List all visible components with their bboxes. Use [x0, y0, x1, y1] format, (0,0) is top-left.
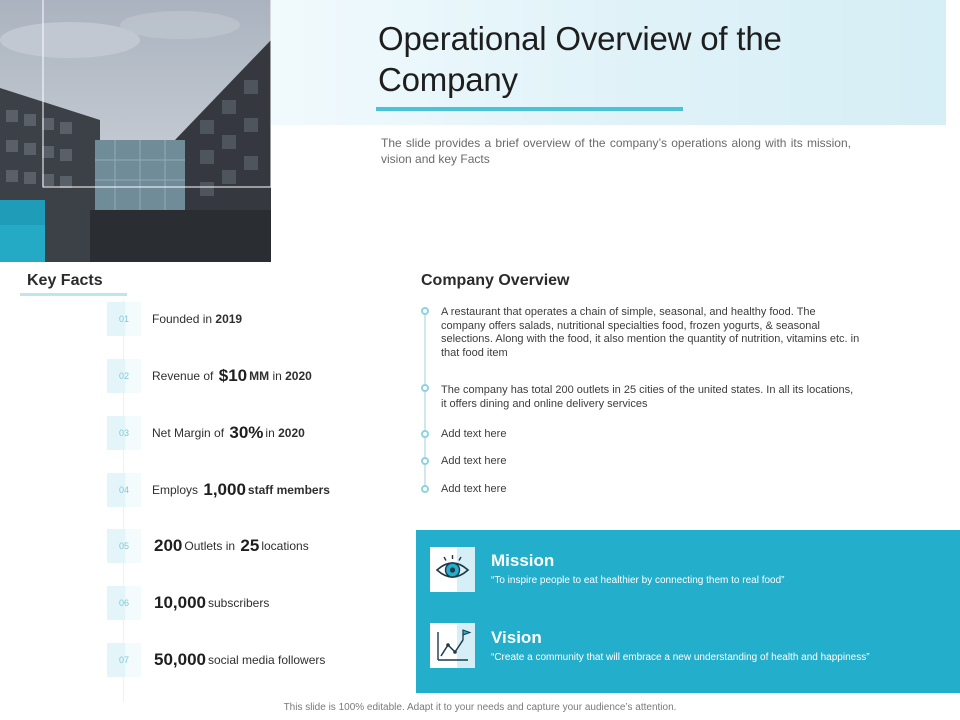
fact-part: MM: [249, 369, 270, 383]
fact-part: social media followers: [208, 653, 326, 667]
vision-chart-icon: [430, 623, 475, 668]
fact-part: 25: [240, 536, 260, 555]
fact-part: $10: [218, 366, 248, 385]
fact-number: 04: [107, 473, 141, 507]
fact-part: of: [200, 369, 217, 383]
timeline-dot: [421, 430, 429, 438]
page-title: Operational Overview of the Company: [378, 20, 782, 98]
overview-item: The company has total 200 outlets in 25 cities of the united states. In all its locations, it offers dining and online delivery services: [441, 384, 854, 410]
key-facts-underline: [20, 293, 127, 296]
fact-text: [152, 359, 312, 393]
timeline-dot: [421, 307, 429, 315]
fact-part: 10,000: [154, 593, 206, 612]
vision-text: “Create a community that will embrace a new understanding of health and happiness”: [491, 652, 870, 663]
vision-title: Vision: [491, 628, 542, 647]
fact-part: in: [199, 312, 216, 326]
fact-part: 30%: [229, 423, 264, 442]
fact-number: 02: [107, 359, 141, 393]
timeline-dot: [421, 485, 429, 493]
fact-item: [107, 359, 407, 393]
fact-part: Revenue: [152, 369, 201, 383]
fact-part: locations: [261, 539, 309, 553]
footer-note: This slide is 100% editable. Adapt it to your needs and capture your audience’s attention.: [283, 702, 677, 713]
page-subtitle: The slide provides a brief overview of the company’s operations along with its mission, vision and key Facts: [381, 136, 851, 166]
vision-icon-box: [430, 623, 475, 668]
fact-part: 2020: [285, 369, 312, 383]
fact-text: [152, 473, 330, 507]
fact-part: Employs: [152, 483, 202, 497]
key-facts-heading: Key Facts: [27, 272, 103, 289]
title-underline: [376, 107, 683, 111]
fact-part: staff members: [247, 483, 330, 497]
fact-text: [152, 416, 305, 450]
fact-number: 05: [107, 529, 141, 563]
fact-number: 03: [107, 416, 141, 450]
fact-item: [107, 473, 407, 507]
fact-part: 200: [154, 536, 183, 555]
company-overview-heading: Company Overview: [421, 272, 570, 289]
fact-number: 06: [107, 586, 141, 620]
overview-item: Add text here: [441, 428, 507, 440]
mission-title: Mission: [491, 551, 555, 570]
fact-part: Net Margin of: [152, 426, 228, 440]
fact-text: [152, 302, 242, 336]
timeline-dot: [421, 457, 429, 465]
fact-item: [107, 529, 407, 563]
fact-number: 01: [107, 302, 141, 336]
fact-part: Outlets in: [184, 539, 239, 553]
fact-part: subscribers: [208, 596, 270, 610]
mission-text: “To inspire people to eat healthier by connecting them to real food”: [491, 575, 785, 586]
fact-item: [107, 586, 407, 620]
fact-part: 2019: [215, 312, 243, 326]
eye-icon: [430, 547, 475, 592]
fact-item: [107, 643, 407, 677]
timeline-dot: [421, 384, 429, 392]
fact-part: Founded: [152, 312, 200, 326]
fact-text: [152, 529, 309, 563]
fact-item: [107, 416, 407, 450]
fact-text: [152, 586, 269, 620]
building-photo: [0, 0, 271, 262]
overview-item: A restaurant that operates a chain of simple, seasonal, and healthy food. The company offers salads, nutritional specialties food, frozen yogurts, & seasonal selections. Along with the food, it also mention the quantity of nutrition, vitamins etc. in that food item: [441, 306, 860, 359]
overview-item: Add text here: [441, 483, 507, 495]
overview-item: Add text here: [441, 455, 507, 467]
fact-part: in: [265, 426, 279, 440]
fact-number: 07: [107, 643, 141, 677]
fact-part: 2020: [278, 426, 305, 440]
fact-item: [107, 302, 407, 336]
mission-icon-box: [430, 547, 475, 592]
fact-text: [152, 643, 325, 677]
fact-part: 1,000: [203, 480, 246, 499]
fact-part: 50,000: [154, 650, 206, 669]
fact-part: in: [269, 369, 286, 383]
